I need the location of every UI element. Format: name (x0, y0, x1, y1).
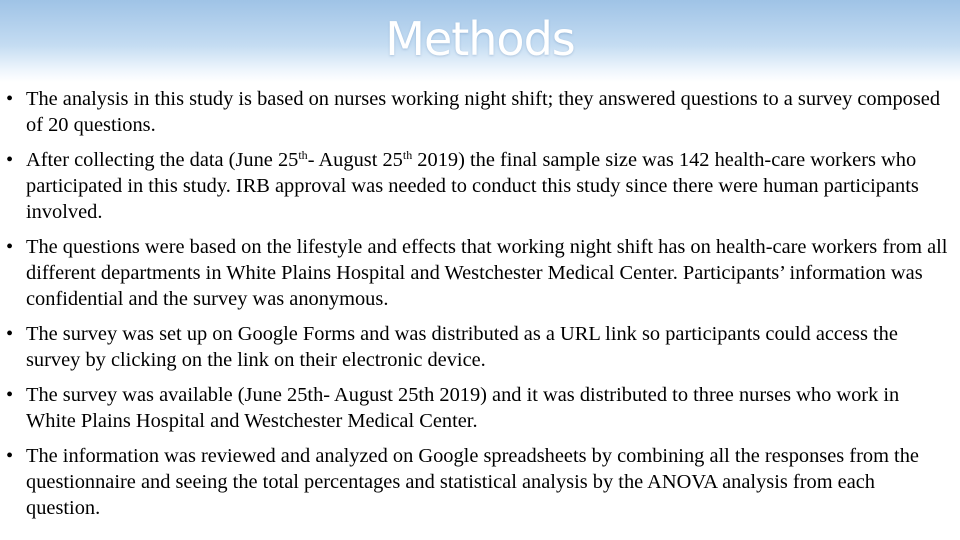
superscript-ordinal: th (402, 148, 413, 162)
bullet-item (0, 147, 960, 225)
bullet-icon: • (6, 384, 14, 406)
bullet-item (0, 321, 960, 373)
bullet-text: The questions were based on the lifestyle and effects that working night shift has on health-care workers from all different departments in White Plains Hospital and Westchester Medical Center. Participants’ information was confidential and the survey was anonymous. (26, 236, 948, 310)
bullet-icon: • (6, 236, 14, 258)
bullet-text: The analysis in this study is based on nurses working night shift; they answered questions to a survey composed of 20 questions. (26, 88, 941, 136)
bullet-text: 2019) the final sample size was 142 health-care workers who participated in this study. IRB approval was needed to conduct this study since there were human participants involved. (26, 149, 919, 223)
bullet-text: The information was reviewed and analyzed on Google spreadsheets by combining all the responses from the questionnaire and seeing the total percentages and statistical analysis by the ANOVA analysis from each question. (26, 445, 919, 519)
bullet-text: The survey was set up on Google Forms and was distributed as a URL link so participants could access the survey by clicking on the link on their electronic device. (26, 323, 898, 371)
bullet-text: - August 25 (307, 149, 403, 171)
bullet-icon: • (6, 323, 14, 345)
bullet-item (0, 382, 960, 434)
bullet-item (0, 443, 960, 521)
bullet-text: After collecting the data (June 25 (26, 149, 299, 171)
bullet-icon: • (6, 445, 14, 467)
superscript-ordinal: th (298, 148, 308, 162)
bullet-icon: • (6, 88, 14, 110)
bullet-list (0, 86, 960, 530)
bullet-item (0, 86, 960, 138)
bullet-item (0, 234, 960, 312)
slide-title: Methods (385, 12, 575, 66)
bullet-icon: • (6, 149, 14, 171)
bullet-text: The survey was available (June 25th- August 25th 2019) and it was distributed to three nurses who work in White Plains Hospital and Westchester Medical Center. (26, 384, 900, 432)
